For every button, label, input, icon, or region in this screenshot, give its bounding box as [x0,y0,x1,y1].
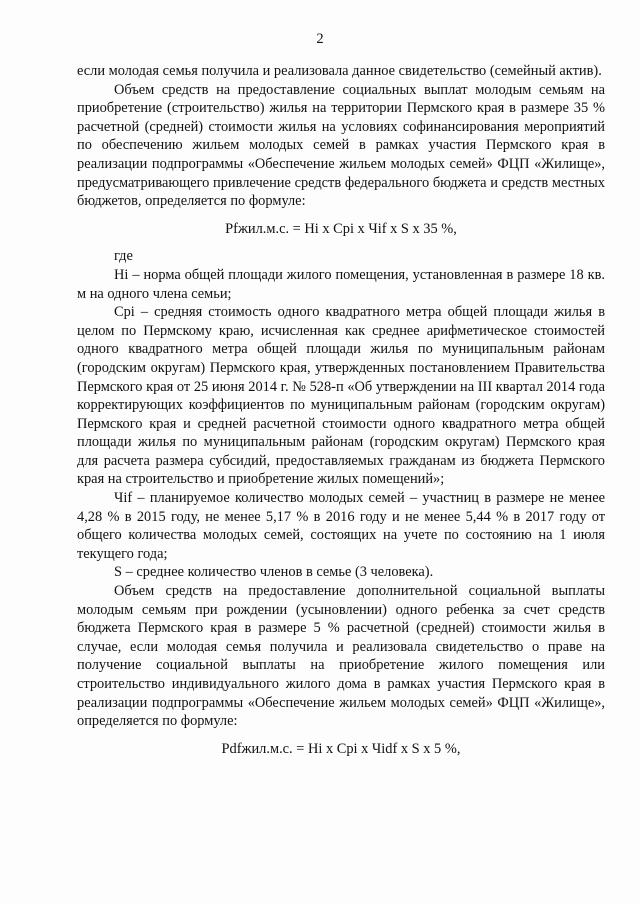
paragraph-where: где [114,248,133,265]
paragraph-continuation: если молодая семья получила и реализовала данное свидетельство (семейный актив). [77,63,602,79]
formula-additional-payment: Pdfжил.м.с. = Hi x Cpi x Чidf x S x 5 %, [221,740,461,757]
paragraph-definition-hi: Hi – норма общей площади жилого помещения, установленная в размере 18 кв. м на одного члена семьи; [77,266,605,302]
paragraph-subsidy-volume: Объем средств на предоставление социальных выплат молодым семьям на приобретение (строительство) жилья на территории Пермского края в размере 35 % расчетной (средней) стоимости жилья на условиях софинансирования мероприятий по обеспечению жильем молодых семей в рамках участия Пермского края в реализации подпрограммы «Обеспечение жильем молодых семей» ФЦП «Жилище», предусматривающего привлечение средств федерального бюджета и средств местных бюджетов, определяется по формуле: [77,81,605,210]
paragraph-definition-cpi: Cpi – средняя стоимость одного квадратного метра общей площади жилья в целом по Пермскому краю, исчисленная как среднее арифметическое стоимостей одного квадратного метра общей площади жилья по муниципальным районам (городским округам) Пермского края, утвержденных постановлением Правительства Пермского края от 25 июня 2014 г. № 528-п «Об утверждении на III квартал 2014 года корректирующих коэффициентов по муниципальным районам (городским округам) Пермского края и средней расчетной стоимости одного квадратного метра общей площади жилья по муниципальным районам (городским округам) Пермского края для расчета размера субсидий, предоставляемых гражданам из бюджета Пермского края на строительство и приобретение жилых помещений»; [77,304,605,488]
document-body [77,62,605,767]
paragraph-additional-payment: Объем средств на предоставление дополнительной социальной выплаты молодым семьям при рождении (усыновлении) одного ребенка за счет средств бюджета Пермского края в размере 5 % расчетной (средней) стоимости жилья в случае, если молодая семья получила и реализовала свидетельство о праве на получение социальной выплаты на приобретение жилого помещения или строительство индивидуального жилого дома в рамках участия Пермского края в реализации подпрограммы «Обеспечение жильем молодых семей» ФЦП «Жилище», определяется по формуле: [77,583,605,730]
paragraph-definition-s: S – среднее количество членов в семье (3 человека). [114,564,434,581]
paragraph-definition-chif: Чif – планируемое количество молодых семей – участниц в размере не менее 4,28 % в 2015 году, не менее 5,17 % в 2016 году и не менее 5,44 % в 2017 году от общего количества молодых семей, состоящих на учете по состоянию на 1 июля текущего года; [77,490,605,562]
formula-social-payment: Pfжил.м.с. = Hi x Cpi x Чif x S x 35 %, [225,220,457,237]
page-number: 2 [316,31,324,47]
